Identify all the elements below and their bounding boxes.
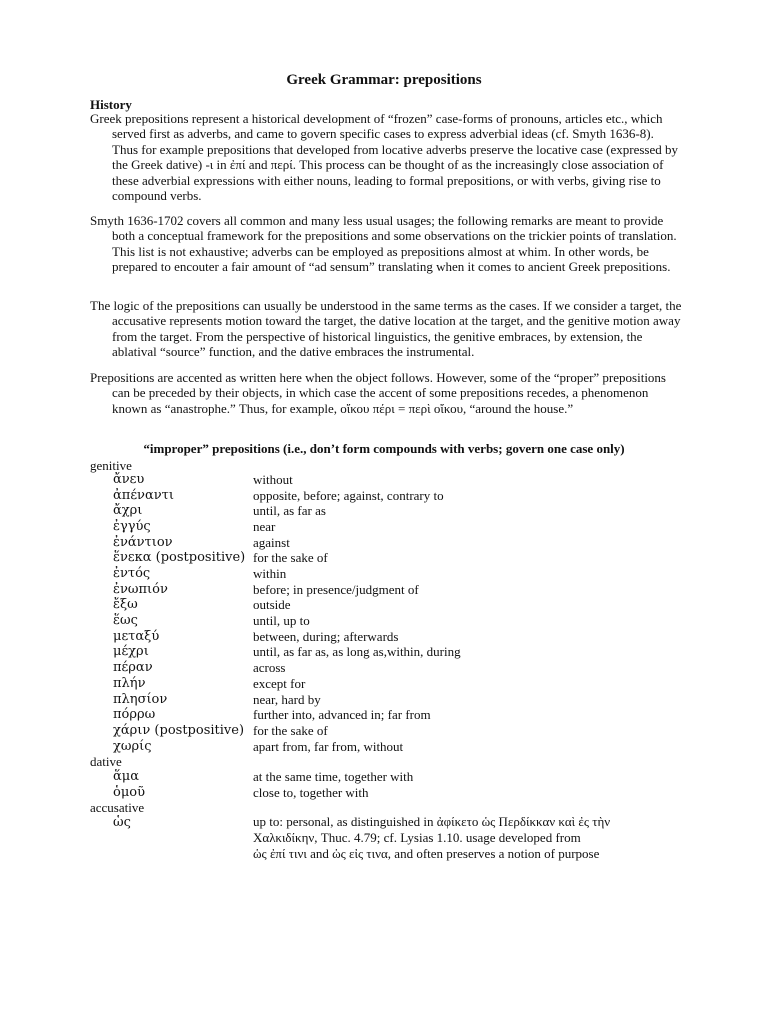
preposition-term: ὡς: [113, 815, 131, 830]
case-label-genitive: genitive: [90, 458, 132, 473]
page-title: Greek Grammar: prepositions: [286, 72, 482, 88]
preposition-gloss: within: [253, 566, 287, 581]
preposition-gloss: for the sake of: [253, 723, 328, 738]
preposition-gloss: against: [253, 535, 290, 550]
preposition-gloss: between, during; afterwards: [253, 629, 399, 644]
preposition-term: πέραν: [113, 660, 153, 675]
paragraph: The logic of the prepositions can usually be understood in the same terms as the cases. If we consider a target, the accusative represents motion toward the target, the dative location at the target, and the genitive motion away from the target. From the perspective of historical linguistics, the genitive embraces, by extension, the ablatival “source” function, and the dative embraces the instrumental.: [90, 298, 682, 360]
section-heading-history: History: [90, 97, 132, 112]
preposition-term: ἔξω: [113, 597, 138, 612]
preposition-term: χάριν (postpositive): [113, 723, 245, 738]
preposition-term: μεταξύ: [113, 629, 160, 644]
gloss-line: ὡς ἐπί τινι and ὡς εἰς τινα, and often preserves a notion of purpose: [253, 846, 600, 861]
preposition-gloss: for the sake of: [253, 550, 328, 565]
paragraph: Smyth 1636-1702 covers all common and many less usual usages; the following remarks are meant to provide both a conceptual framework for the prepositions and some observations on the trickier points of translation. This list is not exhaustive; adverbs can be employed as prepositions almost at whim. In other words, be prepared to encouter a fair amount of “ad sensum” translating when it comes to ancient Greek prepositions.: [90, 213, 677, 275]
paragraph: Greek prepositions represent a historical development of “frozen” case-forms of pronouns, articles etc., which served first as adverbs, and came to govern specific cases to express adverbial ideas (cf. Smyth 1636-8). Thus for example prepositions that developed from locative adverbs preserve the locative case (expressed by the Greek dative) -ι in ἐπί and περί. This process can be thought of as the increasingly close association of these adverbial expressions with either nouns, leading to formal prepositions, or with verbs, giving rise to compound verbs.: [90, 111, 679, 204]
preposition-gloss: except for: [253, 676, 306, 691]
preposition-gloss: until, up to: [253, 613, 310, 628]
preposition-term: ἅμα: [113, 769, 140, 784]
preposition-term: ἀπέναντι: [113, 488, 174, 503]
preposition-gloss: near: [253, 519, 276, 534]
preposition-gloss: before; in presence/judgment of: [253, 582, 419, 597]
preposition-term: ἄχρι: [113, 503, 143, 518]
preposition-term: μέχρι: [113, 644, 149, 659]
preposition-term: χωρίς: [113, 739, 152, 754]
preposition-gloss: until, as far as: [253, 503, 326, 518]
preposition-term: ἕνεκα (postpositive): [113, 550, 246, 565]
gloss-line: up to: personal, as distinguished in ἀφίκετο ὡς Περδίκκαν καὶ ἐς τὴν: [253, 814, 611, 829]
preposition-term: ὁμοῦ: [113, 785, 146, 800]
preposition-term: ἐνωπιόν: [113, 582, 168, 597]
preposition-gloss: across: [253, 660, 286, 675]
preposition-gloss: without: [253, 472, 293, 487]
preposition-term: ἐντός: [113, 566, 151, 581]
section-heading-improper-prepositions: “improper” prepositions (i.e., don’t form compounds with verbs; govern one case only): [143, 441, 625, 456]
preposition-gloss: near, hard by: [253, 692, 321, 707]
preposition-term: πόρρω: [113, 707, 156, 722]
preposition-term: ἐνάντιον: [113, 535, 173, 550]
preposition-gloss: at the same time, together with: [253, 769, 414, 784]
preposition-term: πλησίον: [113, 692, 168, 707]
gloss-line: Χαλκιδίκην, Thuc. 4.79; cf. Lysias 1.10. usage developed from: [253, 830, 581, 845]
preposition-gloss: close to, together with: [253, 785, 369, 800]
paragraph: Prepositions are accented as written here when the object follows. However, some of the “proper” prepositions can be preceded by their objects, in which case the accent of some prepositions recedes, a phenomenon known as “anastrophe.” Thus, for example, οἴκου πέρι = περὶ οἴκου, “around the house.”: [90, 370, 666, 416]
preposition-term: πλήν: [113, 676, 146, 691]
preposition-term: ἕως: [113, 613, 138, 628]
preposition-gloss: until, as far as, as long as,within, during: [253, 644, 461, 659]
preposition-gloss: opposite, before; against, contrary to: [253, 488, 444, 503]
preposition-gloss: apart from, far from, without: [253, 739, 404, 754]
preposition-term: ἐγγύς: [113, 519, 151, 534]
preposition-gloss: further into, advanced in; far from: [253, 707, 431, 722]
case-label-dative: dative: [90, 754, 122, 769]
preposition-gloss: outside: [253, 597, 291, 612]
preposition-term: ἄνευ: [113, 472, 145, 487]
case-label-accusative: accusative: [90, 800, 145, 815]
preposition-gloss: [253, 814, 673, 862]
